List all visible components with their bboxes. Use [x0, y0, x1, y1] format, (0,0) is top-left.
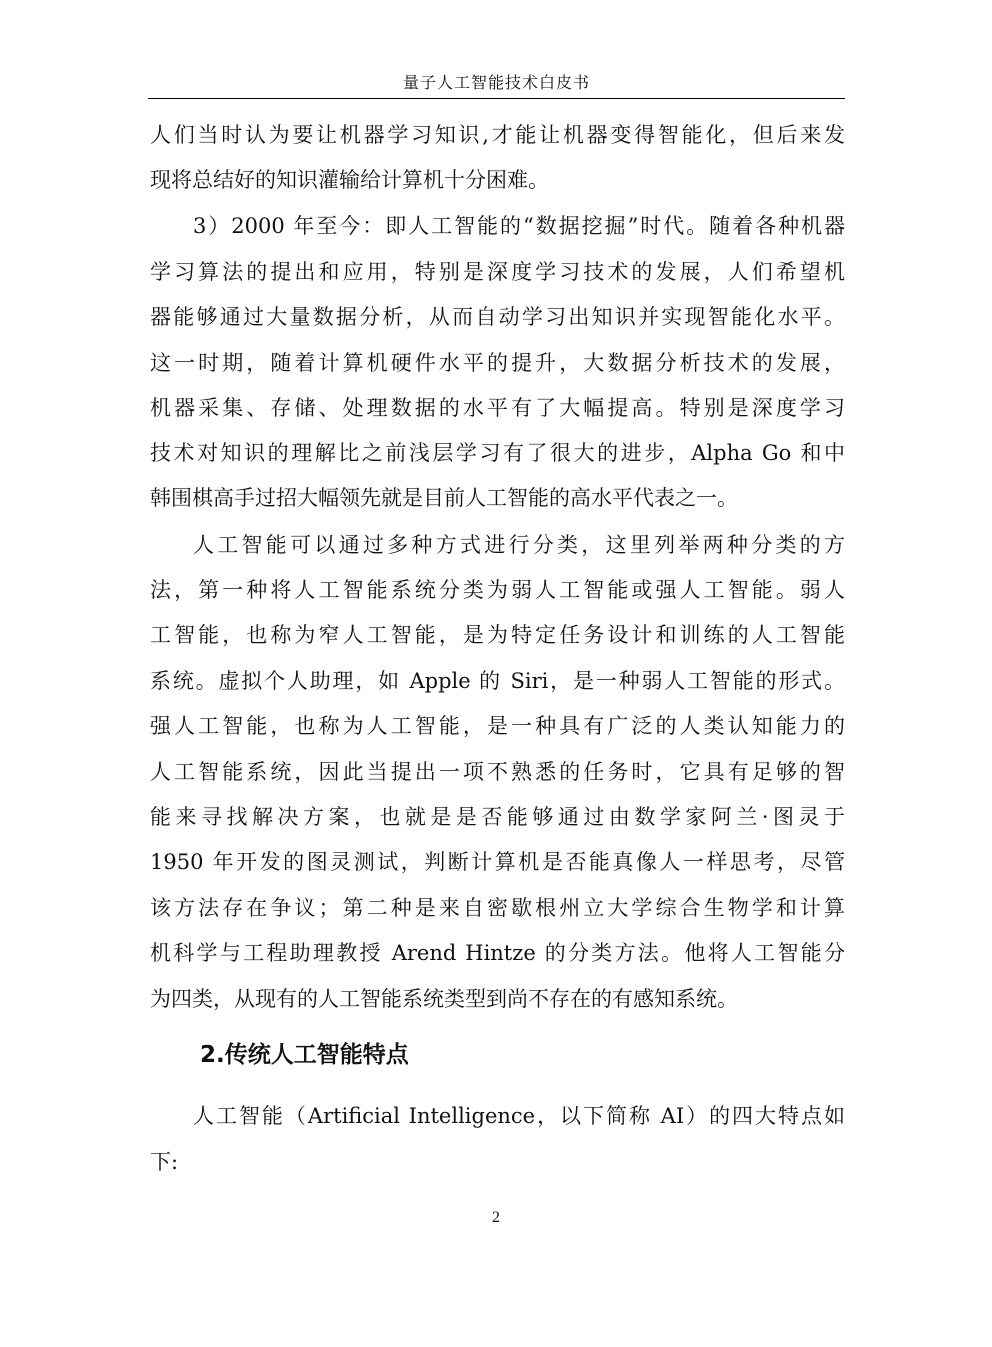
body-line: 人工智能可以通过多种方式进行分类，这里列举两种分类的方: [193, 533, 845, 557]
body-line: 器能够通过大量数据分析，从而自动学习出知识并实现智能化水平。: [150, 305, 845, 329]
body-line: 能来寻找解决方案，也就是是否能够通过由数学家阿兰·图灵于: [150, 805, 845, 829]
body-line: 现将总结好的知识灌输给计算机十分困难。: [150, 168, 549, 192]
body-line: 人们当时认为要让机器学习知识,才能让机器变得智能化，但后来发: [150, 123, 845, 147]
body-line: 系统。虚拟个人助理，如 Apple 的 Siri，是一种弱人工智能的形式。: [150, 669, 845, 693]
body-line: 机科学与工程助理教授 Arend Hintze 的分类方法。他将人工智能分: [150, 941, 845, 965]
body-line: 技术对知识的理解比之前浅层学习有了很大的进步，Alpha Go 和中: [150, 441, 845, 465]
body-line: 韩围棋高手过招大幅领先就是目前人工智能的高水平代表之一。: [150, 486, 738, 510]
body-line: 人工智能（Artificial Intelligence，以下简称 AI）的四大特点如: [193, 1104, 845, 1128]
body-line: 学习算法的提出和应用，特别是深度学习技术的发展，人们希望机: [150, 260, 845, 284]
body-line: 工智能，也称为窄人工智能，是为特定任务设计和训练的人工智能: [150, 623, 845, 647]
body-line: 该方法存在争议；第二种是来自密歇根州立大学综合生物学和计算: [150, 896, 845, 920]
page-header: [148, 68, 845, 99]
body-line: 下:: [150, 1150, 179, 1174]
body-line: 这一时期，随着计算机硬件水平的提升，大数据分析技术的发展，: [150, 351, 845, 375]
body-line: 1950 年开发的图灵测试，判断计算机是否能真像人一样思考，尽管: [150, 850, 845, 874]
header-title: 量子人工智能技术白皮书: [402, 73, 590, 92]
body-line: 强人工智能，也称为人工智能，是一种具有广泛的人类认知能力的: [150, 714, 845, 738]
page-number: 2: [492, 1209, 500, 1226]
body-line: 机器采集、存储、处理数据的水平有了大幅提高。特别是深度学习: [150, 396, 845, 420]
body-line: 法，第一种将人工智能系统分类为弱人工智能或强人工智能。弱人: [150, 578, 845, 602]
body-line: 3）2000 年至今：即人工智能的“数据挖掘”时代。随着各种机器: [193, 214, 845, 238]
body-line: 人工智能系统，因此当提出一项不熟悉的任务时，它具有足够的智: [150, 760, 845, 784]
section-heading: 2.传统人工智能特点: [200, 1042, 409, 1068]
body-line: 为四类，从现有的人工智能系统类型到尚不存在的有感知系统。: [150, 987, 738, 1011]
